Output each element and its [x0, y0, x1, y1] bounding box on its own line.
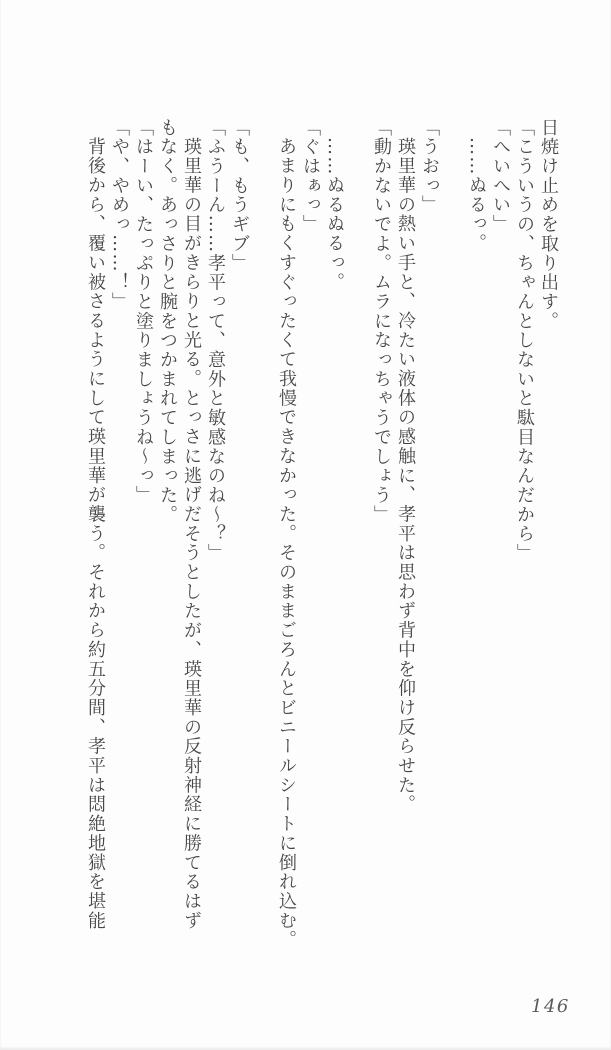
text-line: 「うおっ」: [419, 118, 440, 215]
text-line: 瑛里華の熱い手と、冷たい液体の感触に、孝平は思わず背中を仰け反らせた。: [395, 137, 416, 815]
text-line: 「も、もうギブ」: [229, 118, 250, 273]
text-line: 背後から、覆い被さるようにして瑛里華が襲う。それから約五分間、孝平は悶絶地獄を堪能: [85, 137, 106, 931]
text-line: 日焼け止めを取り出す。: [538, 118, 559, 331]
text-line: 「はーい、たっぷりと塗りましょうね〜っ」: [133, 118, 154, 505]
text-line: 「ふうーん……孝平って、意外と敏感なのね〜？」: [205, 118, 226, 564]
text-line: 「や、やめっ……！」: [109, 118, 130, 312]
page-number: 146: [531, 996, 570, 1017]
text-line: 瑛里華の目がきらりと光る。とっさに逃げだそうとしたが、瑛里華の反射神経に勝てるはず: [181, 137, 202, 931]
text-line: 「へいへい」: [490, 118, 511, 235]
vertical-text-block: [83, 118, 560, 966]
text-line: もなく。あっさりと腕をつかまれてしまった。: [157, 118, 178, 525]
text-line: 「動かないでよ。ムラになっちゃうでしょう」: [371, 118, 392, 525]
text-line: 「こういうの、ちゃんとしないと駄目なんだから」: [514, 118, 535, 564]
text-line: 「ぐはぁっ」: [300, 118, 321, 235]
text-line: ……ぬるっ。: [466, 137, 487, 254]
text-line: あまりにもくすぐったくて我慢できなかった。そのままごろんとビニールシートに倒れ込む。: [276, 137, 297, 950]
text-line: ……ぬるぬるっ。: [324, 137, 345, 292]
